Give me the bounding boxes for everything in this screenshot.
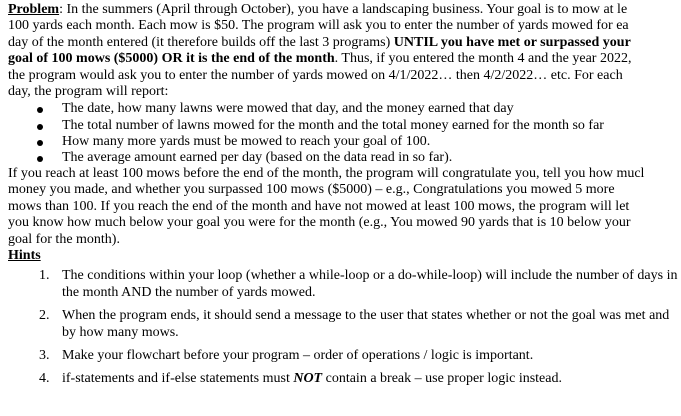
problem-line-5: the program would ask you to enter the number of yards mowed on 4/1/2022… then 4/2/2022… etc. For each	[8, 67, 623, 83]
bullet-dot-icon	[37, 124, 43, 130]
problem-line-1: Problem: In the summers (April through October), you have a landscaping business. Your goal is to mow at le	[8, 2, 628, 17]
bullet-item: The date, how many lawns were mowed that day, and the money earned that day	[8, 101, 678, 117]
problem-line-3: day of the month entered (it therefore builds off the last 3 programs) UNTIL you have met or surpassed your	[8, 34, 631, 50]
hint-item: 2. When the program ends, it should send a message to the user that states whether or not the goal was met and by how many mows.	[39, 308, 670, 340]
problem-line-4: goal of 100 mows ($5000) OR it is the end of the month. Thus, if you entered the month 4 and the year 2022,	[8, 51, 632, 67]
report-bullet-list	[8, 101, 678, 166]
goal-emphasis: goal of 100 mows ($5000) OR it is the end of the month	[8, 51, 335, 67]
hint-item: 3. Make your flowchart before your program – order of operations / logic is important.	[39, 348, 534, 364]
bullet-dot-icon	[37, 140, 43, 146]
until-emphasis: UNTIL you have met or surpassed your	[393, 34, 631, 50]
problem-line-6: day, the program will report:	[8, 83, 169, 99]
hints-heading: Hints	[8, 248, 41, 264]
bullet-dot-icon	[37, 107, 43, 113]
document	[8, 2, 678, 395]
hint-item: 1. The conditions within your loop (whether a while-loop or a do-while-loop) will include the number of days in the month AND the number of yards mowed.	[39, 268, 678, 300]
bullet-item: How many more yards must be mowed to reach your goal of 100.	[8, 134, 678, 150]
hints-list	[8, 268, 678, 387]
bullet-item: The average amount earned per day (based on the data read in so far).	[8, 150, 678, 166]
bullet-dot-icon	[37, 156, 43, 162]
problem-label: Problem	[8, 2, 60, 17]
not-emphasis: NOT	[293, 371, 323, 387]
bullet-item: The total number of lawns mowed for the month and the total money earned for the month so far	[8, 118, 678, 134]
outcome-paragraph: If you reach at least 100 mows before the end of the month, the program will congratulate you, tell you how mucl money you made, and whether you surpassed 100 mows ($5000) – e.g., Congratulations you mowed 5 more mows than 100. If you reach the end of the month and have not mowed at least 100 mows, the program will let you know how much below your goal you were for the month (e.g., You mowed 90 yards that is 10 below your goal for the month).	[8, 166, 645, 247]
hint-item: 4. if-statements and if-else statements must NOT contain a break – use proper logic instead.	[39, 371, 562, 387]
problem-line-2: 100 yards each month. Each mow is $50. The program will ask you to enter the number of yards mowed for ea	[8, 18, 629, 34]
